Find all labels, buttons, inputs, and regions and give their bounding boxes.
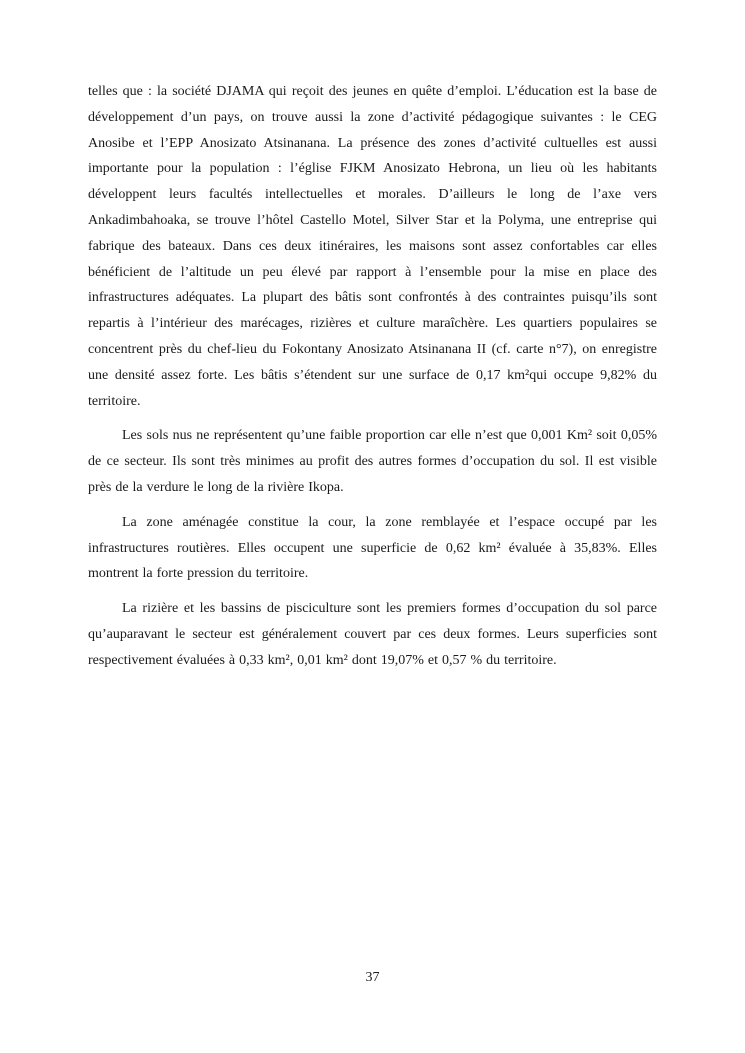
body-paragraph-3: La zone aménagée constitue la cour, la zone remblayée et l’espace occupé par les infrastructures routières. Elles occupent une superficie de 0,62 km² évaluée à 35,83%. Elles montrent la forte pression du territoire. xyxy=(88,514,657,582)
page-number: 37 xyxy=(365,970,380,985)
body-paragraph-2: Les sols nus ne représentent qu’une faible proportion car elle n’est que 0,001 Km² soit 0,05% de ce secteur. Ils sont très minimes au profit des autres formes d’occupation du sol. Il est visible près de la verdure le long de la rivière Ikopa. xyxy=(88,428,657,495)
text-block xyxy=(88,79,657,683)
body-paragraph-4: La rizière et les bassins de pisciculture sont les premiers formes d’occupation du sol parce qu’auparavant le secteur est généralement couvert par ces deux formes. Leurs superficies sont respectivement évaluées à 0,33 km², 0,01 km² dont 19,07% et 0,57 % du territoire. xyxy=(88,601,657,668)
body-paragraph-1: telles que : la société DJAMA qui reçoit des jeunes en quête d’emploi. L’éducation est la base de développement d’un pays, on trouve aussi la zone d’activité pédagogique suivantes : le CEG Anosibe et l’EPP Anosizato Atsinanana. La présence des zones d’activité cultuelles est aussi importante pour la population : l’église FJKM Anosizato Hebrona, un lieu où les habitants développent leurs facultés intellectuelles et morales. D’ailleurs le long de l’axe vers Ankadimbahoaka, se trouve l’hôtel Castello Motel, Silver Star et la Polyma, une entreprise qui fabrique des bateaux. Dans ces deux itinéraires, les maisons sont assez confortables car elles bénéficient de l’altitude un peu élevé par rapport à l’ensemble pour la mise en place des infrastructures adéquates. La plupart des bâtis sont confrontés à des contraintes puisqu’ils sont repartis à l’intérieur des marécages, rizières et culture maraîchère. Les quartiers populaires se concentrent près du chef-lieu du Fokontany Anosizato Atsinanana II (cf. carte n°7), on enregistre une densité assez forte. Les bâtis s’étendent sur une surface de 0,17 km²qui occupe 9,82% du territoire. xyxy=(88,84,657,409)
